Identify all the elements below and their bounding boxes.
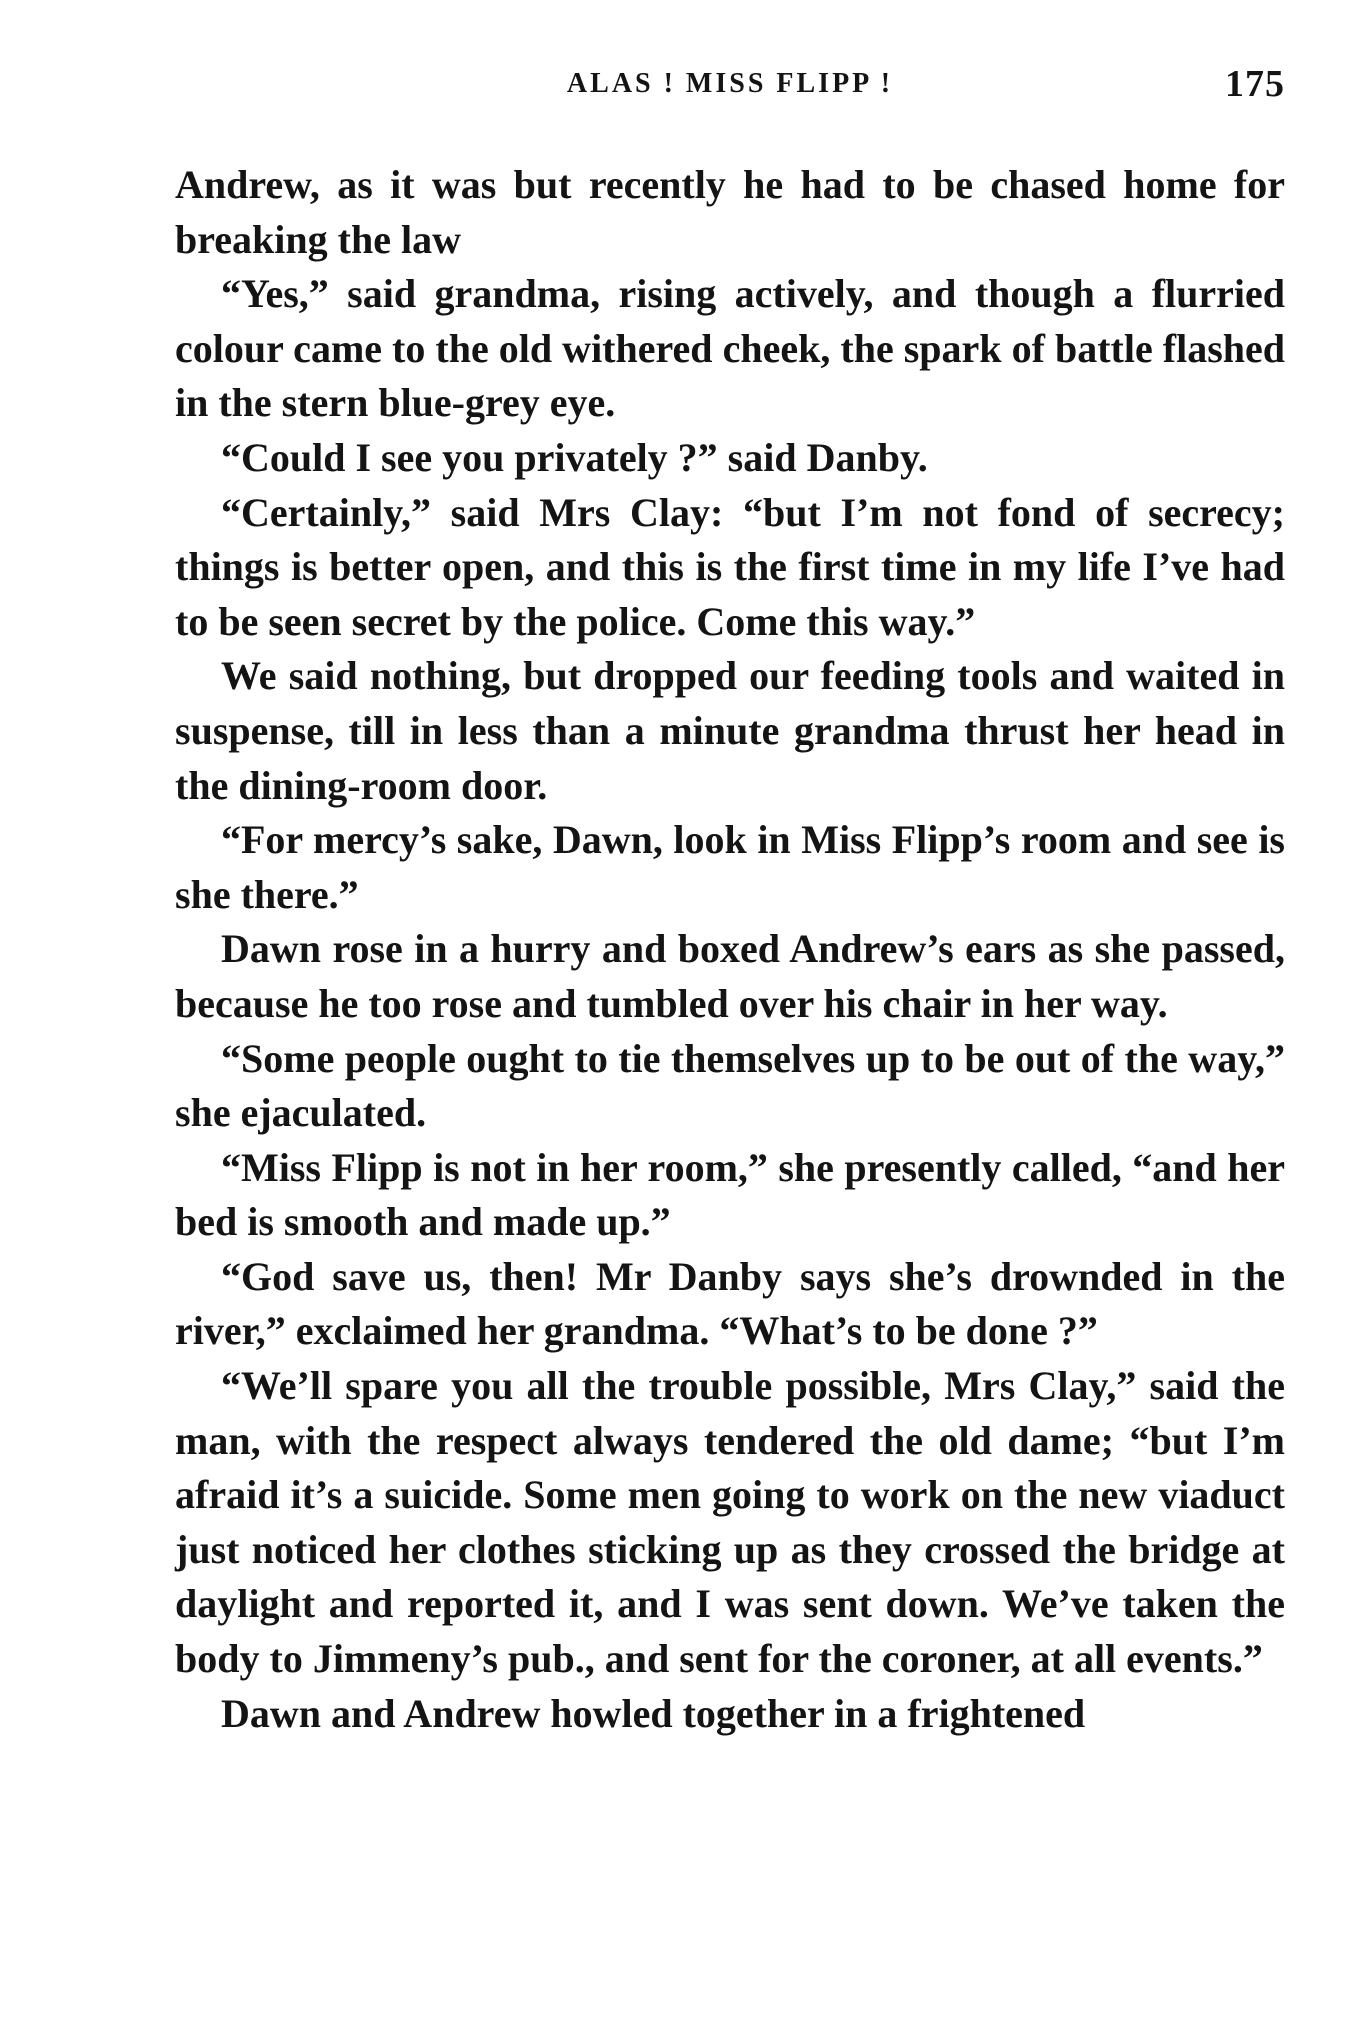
paragraph: “Some people ought to tie themselves up to be out of the way,” she ejaculated. [175,1035,1285,1136]
paragraph: “God save us, then! Mr Danby says she’s drownded in the river,” exclaimed her grandma. “What’s to be done ?” [175,1253,1285,1354]
page-number: 175 [1225,63,1285,105]
paragraph: Dawn rose in a hurry and boxed Andrew’s ears as she passed, because he too rose and tumbled over his chair in her way. [175,926,1285,1026]
paragraph: We said nothing, but dropped our feeding tools and waited in suspense, till in less than a minute grandma thrust her head in the dining-room door. [175,653,1285,808]
paragraph: “For mercy’s sake, Dawn, look in Miss Flipp’s room and see is she there.” [175,817,1285,917]
running-head [175,62,1285,112]
paragraph: “We’ll spare you all the trouble possible, Mrs Clay,” said the man, with the respect always tendered the old dame; “but I’m afraid it’s a suicide. Some men going to work on the new viaduct just noticed her clothes sticking up as they crossed the bridge at daylight and reported it, and I was sent down. We’ve taken the body to Jimmeny’s pub., and sent for the coroner, at all events.” [175,1363,1285,1682]
body-text [175,158,1285,1741]
running-title: ALAS ! MISS FLIPP ! [566,68,894,99]
paragraph: Andrew, as it was but recently he had to be chased home for breaking the law [175,162,1285,262]
paragraph: Dawn and Andrew howled together in a frightened [221,1690,1086,1736]
paragraph: “Could I see you privately ?” said Danby. [221,434,928,480]
paragraph: “Yes,” said grandma, rising actively, and though a flurried colour came to the old withered cheek, the spark of battle flashed in the stern blue-grey eye. [175,271,1285,426]
paragraph: “Certainly,” said Mrs Clay: “but I’m not fond of secrecy; things is better open, and this is the first time in my life I’ve had to be seen secret by the police. Come this way.” [175,489,1285,644]
paragraph: “Miss Flipp is not in her room,” she presently called, “and her bed is smooth and made up.” [175,1144,1285,1245]
